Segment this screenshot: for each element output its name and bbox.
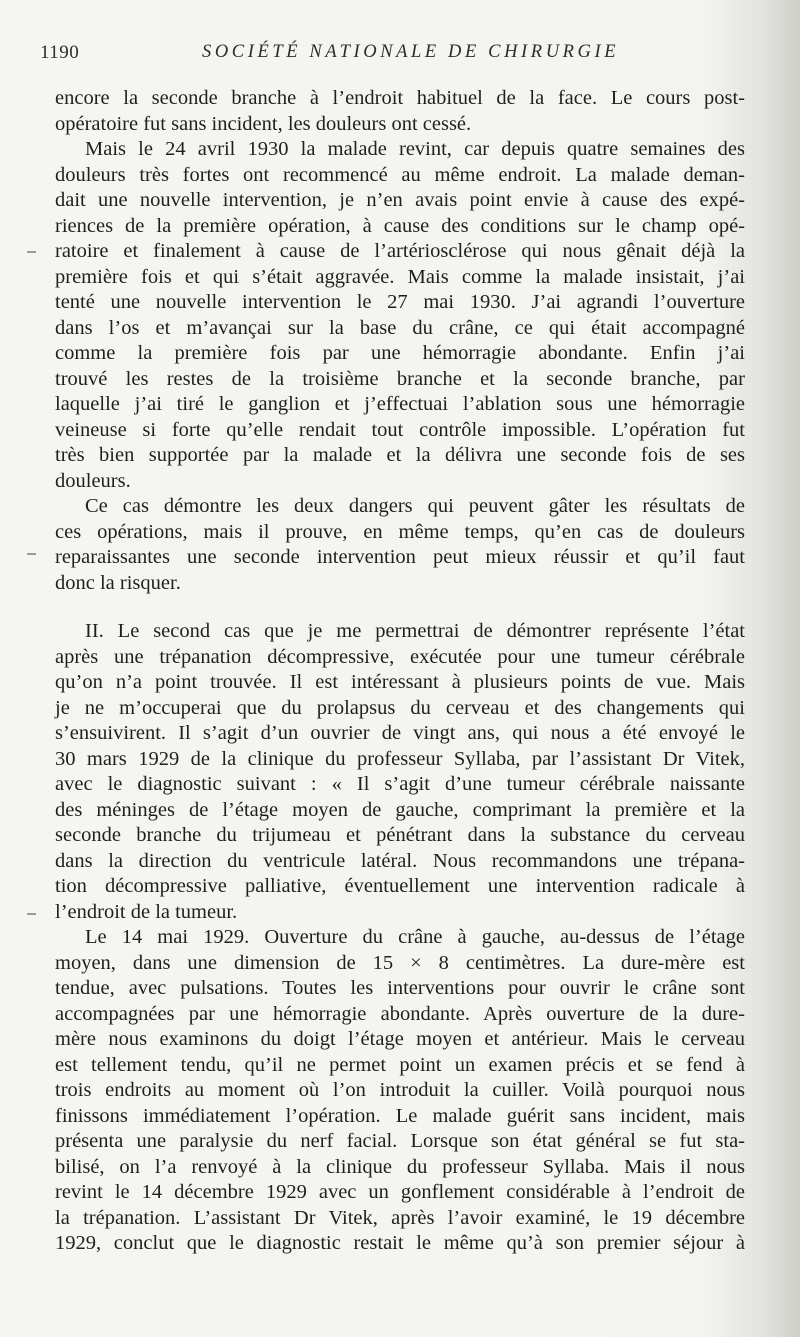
- text-line: ces opérations, mais il prouve, en même temps, qu’en cas de douleurs: [55, 520, 745, 543]
- text-line: seconde branche du trijumeau et pénétrant dans la substance du cerveau: [55, 824, 745, 846]
- text-line: la trépanation. L’assistant Dr Vitek, après l’avoir examiné, le 19 décembre: [55, 1206, 745, 1229]
- text-line: accompagnées par une hémorragie abondante. Après ouverture de la dure-: [55, 1002, 745, 1025]
- margin-mark: [27, 251, 36, 253]
- page-number: 1190: [40, 42, 80, 63]
- text-line: présenta une paralysie du nerf facial. Lorsque son état général se fut sta-: [55, 1130, 745, 1152]
- text-line: trouvé les restes de la troisième branche et la seconde branche, par: [55, 367, 745, 390]
- text-line: Ce cas démontre les deux dangers qui peuvent gâter les résultats de: [85, 495, 745, 517]
- text-line: II. Le second cas que je me permettrai de démontrer représente l’état: [85, 620, 745, 642]
- paragraph-p1: [55, 86, 745, 137]
- text-line: veineuse si forte qu’elle rendait tout contrôle impossible. L’opération fut: [55, 418, 745, 441]
- text-line: finissons immédiatement l’opération. Le malade guérit sans incident, mais: [55, 1104, 745, 1127]
- running-title: SOCIÉTÉ NATIONALE DE CHIRURGIE: [202, 42, 620, 62]
- text-line: tendue, avec pulsations. Toutes les interventions pour ouvrir le crâne sont: [55, 977, 745, 999]
- page-header: [40, 40, 755, 70]
- text-line: s’ensuivirent. Il s’agit d’un ouvrier de vingt ans, qui nous a été envoyé le: [55, 722, 745, 744]
- text-line: mère nous examinons du doigt l’étage moyen et antérieur. Mais le cerveau: [55, 1028, 745, 1050]
- text-line: Mais le 24 avril 1930 la malade revint, car depuis quatre semaines des: [85, 138, 745, 160]
- text-line: après une trépanation décompressive, exécutée pour une tumeur cérébrale: [55, 645, 745, 668]
- text-line: ratoire et finalement à cause de l’artériosclérose qui nous gênait déjà la: [55, 240, 745, 262]
- text-line: 30 mars 1929 de la clinique du professeur Syllaba, par l’assistant Dr Vitek,: [55, 747, 745, 770]
- paragraph-p4: [55, 619, 745, 925]
- text-line: comme la première fois par une hémorragie abondante. Enfin j’ai: [55, 342, 745, 364]
- text-line: est tellement tendu, qu’il ne permet point un examen précis et se fend à: [55, 1053, 745, 1076]
- text-line: douleurs très fortes ont recommencé au même endroit. La malade deman-: [55, 163, 745, 186]
- text-line: riences de la première opération, à cause des conditions sur le champ opé-: [55, 214, 745, 237]
- text-line: je ne m’occuperai que du prolapsus du cerveau et des changements qui: [55, 696, 745, 719]
- text-line: dans l’os et m’avançai sur la base du crâne, ce qui était accompagné: [55, 316, 745, 339]
- margin-mark: [27, 913, 36, 915]
- text-line: première fois et qui s’était aggravée. Mais comme la malade insistait, j’ai: [55, 265, 745, 288]
- text-line: l’endroit de la tumeur.: [55, 900, 238, 923]
- text-line: tion décompressive palliative, éventuellement une intervention radicale à: [55, 875, 745, 897]
- text-line: avec le diagnostic suivant : « Il s’agit d’une tumeur cérébrale naissante: [55, 773, 745, 795]
- text-line: opératoire fut sans incident, les douleurs ont cessé.: [55, 112, 472, 135]
- paragraph-p5: [55, 925, 745, 1257]
- body-text: [55, 86, 745, 1257]
- text-line: qu’on n’a point trouvée. Il est intéressant à plusieurs points de vue. Mais: [55, 671, 745, 693]
- text-line: tenté une nouvelle intervention le 27 mai 1930. J’ai agrandi l’ouverture: [55, 291, 745, 313]
- text-line: 1929, conclut que le diagnostic restait le même qu’à son premier séjour à: [55, 1232, 745, 1254]
- text-line: donc la risquer.: [55, 571, 181, 594]
- text-line: laquelle j’ai tiré le ganglion et j’effectuai l’ablation sous une hémorragie: [55, 393, 745, 415]
- text-line: dait une nouvelle intervention, je n’en avais point envie à cause des expé-: [55, 189, 745, 211]
- text-line: reparaissantes une seconde intervention peut mieux réussir et qu’il faut: [55, 546, 745, 568]
- text-line: bilisé, on l’a renvoyé à la clinique du professeur Syllaba. Mais il nous: [55, 1155, 745, 1178]
- text-line: revint le 14 décembre 1929 avec un gonflement considérable à l’endroit de: [55, 1181, 745, 1203]
- paragraph-p2: [55, 137, 745, 494]
- text-line: douleurs.: [55, 469, 131, 492]
- text-line: trois endroits au moment où l’on introduit la cuiller. Voilà pourquoi nous: [55, 1079, 745, 1101]
- text-line: Le 14 mai 1929. Ouverture du crâne à gauche, au-dessus de l’étage: [85, 926, 745, 948]
- section-gap: [55, 596, 745, 619]
- margin-mark: [27, 553, 36, 555]
- text-line: encore la seconde branche à l’endroit habituel de la face. Le cours post-: [55, 87, 745, 109]
- text-line: dans la direction du ventricule latéral. Nous recommandons une trépana-: [55, 849, 745, 872]
- text-line: moyen, dans une dimension de 15 × 8 centimètres. La dure-mère est: [55, 951, 745, 974]
- paragraph-p3: [55, 494, 745, 596]
- text-line: des méninges de l’étage moyen de gauche, comprimant la première et la: [55, 798, 745, 821]
- text-line: très bien supportée par la malade et la délivra une seconde fois de ses: [55, 444, 745, 466]
